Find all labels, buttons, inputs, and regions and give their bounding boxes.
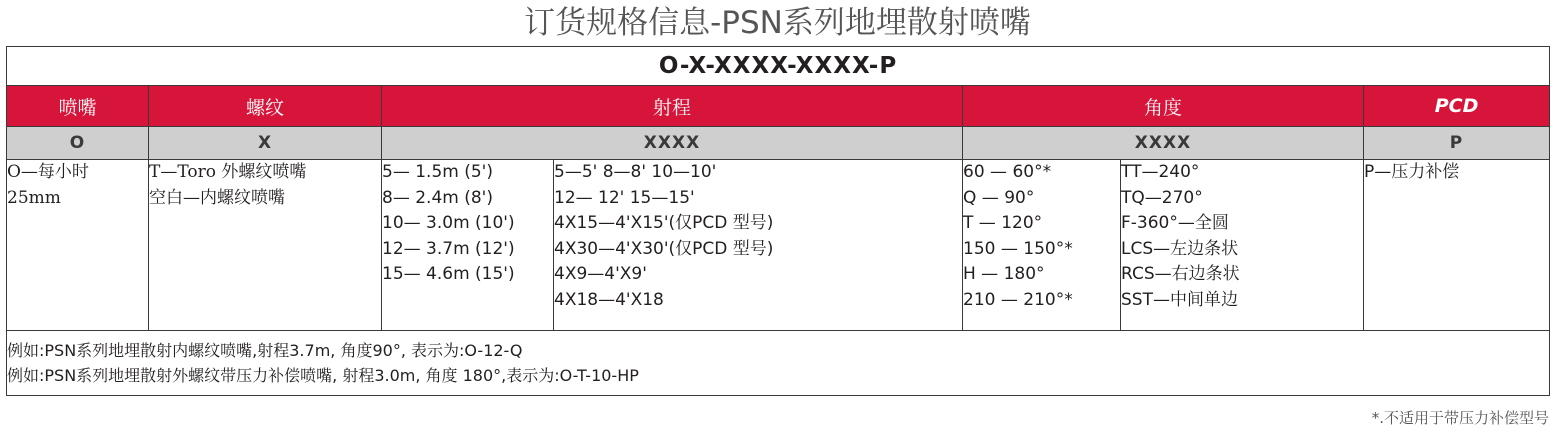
range-options-metric xyxy=(382,160,554,331)
symbol-range: XXXX xyxy=(382,127,963,160)
option-line: 10— 3.0m (10') xyxy=(382,213,515,233)
symbol-nozzle: O xyxy=(7,127,149,160)
examples xyxy=(7,331,1550,396)
option-line: 12— 3.7m (12') xyxy=(382,238,515,259)
symbol-angle: XXXX xyxy=(963,127,1364,160)
code-format: O-X-XXXX-XXXX-P xyxy=(7,47,1550,86)
option-line: 5—5' 8—8' 10—10' xyxy=(554,162,717,182)
nozzle-options xyxy=(7,160,149,331)
option-line: O—每小时 xyxy=(7,162,89,182)
option-line: 4X15—4'X15'(仅PCD 型号) xyxy=(554,213,774,233)
spec-table xyxy=(6,46,1550,396)
option-line: 8— 2.4m (8') xyxy=(382,187,493,208)
symbol-row xyxy=(7,127,1550,160)
header-angle: 角度 xyxy=(963,86,1364,127)
option-line: 5— 1.5m (5') xyxy=(382,162,493,182)
symbol-pcd: P xyxy=(1364,127,1550,160)
option-line: Q — 90° xyxy=(963,187,1035,208)
option-line: 15— 4.6m (15') xyxy=(382,264,515,284)
example-line: 例如:PSN系列地埋散射内螺纹喷嘴,射程3.7m, 角度90°, 表示为:O-12-Q xyxy=(7,341,523,360)
header-row xyxy=(7,86,1550,127)
option-line: T — 120° xyxy=(963,213,1043,233)
pcd-options xyxy=(1364,160,1550,331)
page-title: 订货规格信息-PSN系列地埋散射喷嘴 xyxy=(524,5,1031,41)
option-line: 12— 12' 15—15' xyxy=(554,187,695,208)
option-line: 4X30—4'X30'(仅PCD 型号) xyxy=(554,238,774,259)
options-row xyxy=(7,160,1550,331)
option-line: 4X18—4'X18 xyxy=(554,289,664,310)
angle-options-b xyxy=(1121,160,1364,331)
option-line: 4X9—4'X9' xyxy=(554,264,647,284)
examples-row xyxy=(7,331,1550,396)
option-line: 60 — 60°* xyxy=(963,162,1052,182)
header-range: 射程 xyxy=(382,86,963,127)
option-line: 150 — 150°* xyxy=(963,238,1073,259)
option-line: RCS—右边条状 xyxy=(1121,264,1240,284)
option-line: TQ—270° xyxy=(1121,187,1203,208)
code-format-row xyxy=(7,47,1550,86)
symbol-thread: X xyxy=(149,127,382,160)
option-line: T—Toro 外螺纹喷嘴 xyxy=(149,162,307,182)
footnote: *.不适用于带压力补偿型号 xyxy=(1371,409,1549,427)
option-line: LCS—左边条状 xyxy=(1121,238,1239,259)
header-pcd: PCD xyxy=(1364,86,1550,127)
option-line: SST—中间单边 xyxy=(1121,289,1238,310)
option-line: 25mm xyxy=(7,187,61,208)
thread-options xyxy=(149,160,382,331)
option-line: TT—240° xyxy=(1121,162,1200,182)
angle-options-a xyxy=(963,160,1121,331)
option-line: 210 — 210°* xyxy=(963,289,1073,310)
header-thread: 螺纹 xyxy=(149,86,382,127)
option-line: 空白—内螺纹喷嘴 xyxy=(149,187,285,208)
header-nozzle: 喷嘴 xyxy=(7,86,149,127)
range-options-feet xyxy=(554,160,963,331)
option-line: P—压力补偿 xyxy=(1364,162,1460,182)
option-line: F-360°—全圆 xyxy=(1121,213,1229,233)
example-line: 例如:PSN系列地埋散射外螺纹带压力补偿喷嘴, 射程3.0m, 角度 180°,表示为:O-T-10-HP xyxy=(7,366,639,385)
option-line: H — 180° xyxy=(963,264,1045,284)
